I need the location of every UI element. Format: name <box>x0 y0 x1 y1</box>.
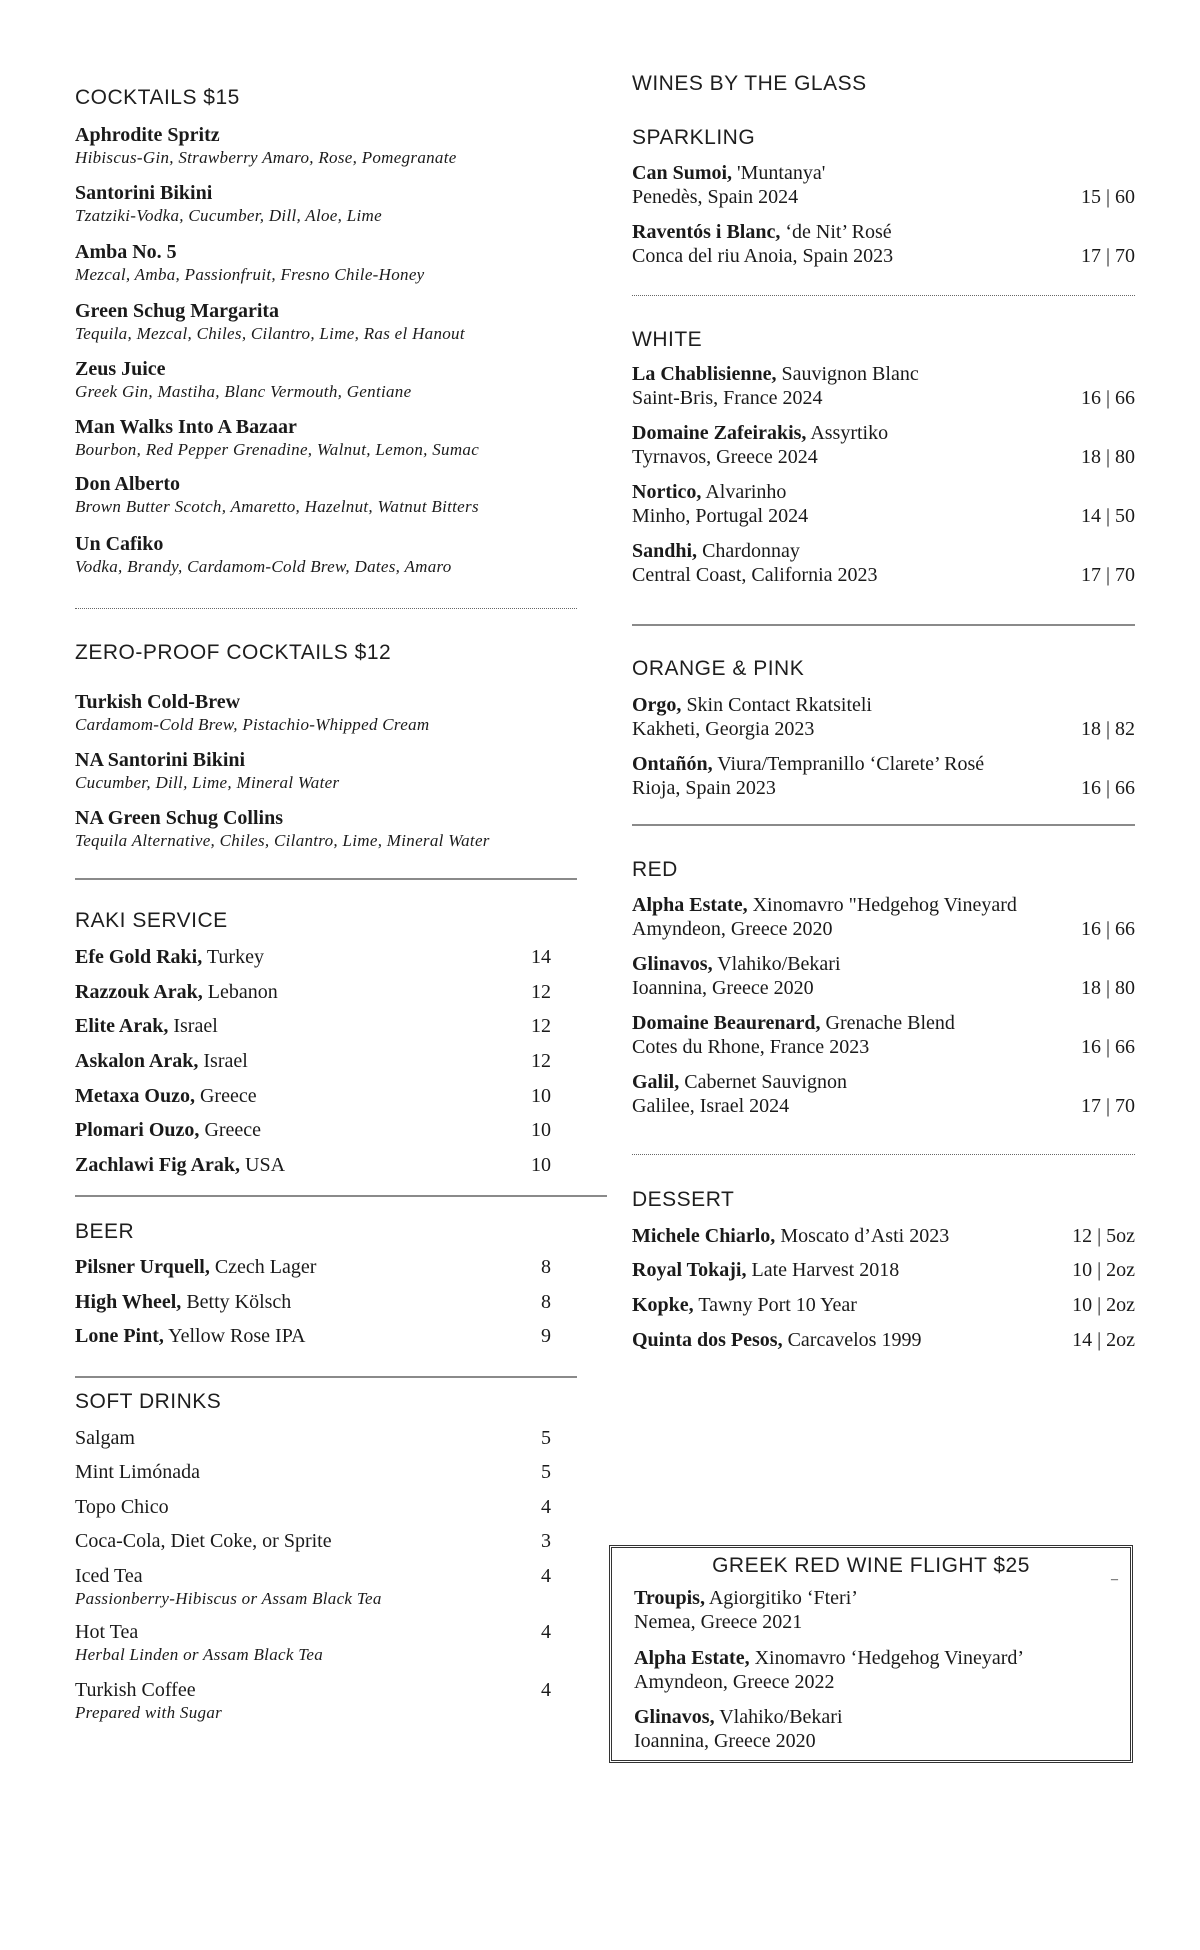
wine-region: Nemea, Greece 2021 <box>634 1611 803 1633</box>
wine-producer: Quinta dos Pesos, <box>632 1329 783 1351</box>
wine-region: Conca del riu Anoia, Spain 2023 <box>632 245 894 267</box>
item-name: Lone Pint, <box>75 1325 164 1347</box>
item-price: 12 <box>531 981 551 1003</box>
item-name: Topo Chico <box>75 1496 169 1518</box>
item-price: 9 <box>541 1325 551 1347</box>
item-price: 4 <box>541 1565 551 1587</box>
wine-price: 15 | 60 <box>1080 186 1135 208</box>
item-description: Hibiscus-Gin, Strawberry Amaro, Rose, Pomegranate <box>75 148 457 167</box>
section-divider <box>75 608 577 609</box>
item-price: 4 <box>541 1496 551 1518</box>
wine-name: ‘de Nit’ Rosé <box>780 221 892 243</box>
menu-item <box>75 532 577 578</box>
wine-producer: Nortico, <box>632 481 702 503</box>
flight-item <box>634 1646 1024 1694</box>
menu-item <box>75 1460 577 1484</box>
wine-price: 18 | 82 <box>1080 718 1135 740</box>
subsection-title-red: RED <box>632 858 678 881</box>
wine-producer: Can Sumoi, <box>632 162 733 184</box>
section-divider <box>632 824 1135 826</box>
menu-item <box>75 240 577 286</box>
wine-price: 14 | 50 <box>1080 505 1135 527</box>
wine-producer: Raventós i Blanc, <box>632 221 781 243</box>
section-divider <box>632 1154 1135 1155</box>
item-name: Mint Limónada <box>75 1461 200 1483</box>
wine-region: Tyrnavos, Greece 2024 <box>632 446 818 468</box>
item-description: Bourbon, Red Pepper Grenadine, Walnut, Lemon, Sumac <box>75 440 480 459</box>
flight-title: GREEK RED WINE FLIGHT $25 <box>712 1554 1030 1577</box>
wine-name: Grenache Blend <box>820 1012 955 1034</box>
wine-item <box>632 220 1135 268</box>
wine-item <box>632 1293 1135 1317</box>
wine-item <box>632 1224 1135 1248</box>
wine-producer: Domaine Zafeirakis, <box>632 422 807 444</box>
menu-item <box>75 1620 577 1666</box>
item-name: Un Cafiko <box>75 533 164 555</box>
section-title-raki: RAKI SERVICE <box>75 909 228 932</box>
item-name: Turkish Coffee <box>75 1679 196 1701</box>
item-name: Iced Tea <box>75 1565 143 1587</box>
item-origin: Greece <box>194 1085 257 1107</box>
item-description: Brown Butter Scotch, Amaretto, Hazelnut, Watnut Bitters <box>75 497 479 516</box>
wine-name: Moscato d’Asti 2023 <box>775 1225 950 1247</box>
subsection-title-sparkling: SPARKLING <box>632 126 756 149</box>
section-title-cocktails: COCKTAILS $15 <box>75 86 240 109</box>
item-name: Amba No. 5 <box>75 241 177 263</box>
menu-item <box>75 1678 577 1724</box>
wine-price: 16 | 66 <box>1080 387 1135 409</box>
menu-item <box>75 357 577 403</box>
menu-item <box>75 1324 577 1348</box>
menu-item <box>75 1153 577 1177</box>
menu-item <box>75 1290 577 1314</box>
menu-item <box>75 1014 577 1038</box>
item-origin: Israel <box>198 1050 248 1072</box>
wine-producer: Glinavos, <box>634 1706 715 1728</box>
item-name: Askalon Arak, <box>75 1050 199 1072</box>
item-description: Mezcal, Amba, Passionfruit, Fresno Chile-Honey <box>75 265 425 284</box>
menu-item <box>75 1118 577 1142</box>
wine-item <box>632 893 1135 941</box>
wine-producer: Domaine Beaurenard, <box>632 1012 821 1034</box>
item-description: Cardamom-Cold Brew, Pistachio-Whipped Cream <box>75 715 430 734</box>
item-price: 3 <box>541 1530 551 1552</box>
item-name: NA Green Schug Collins <box>75 807 283 829</box>
menu-item <box>75 1529 577 1553</box>
flight-item <box>634 1586 858 1634</box>
wine-price: 17 | 70 <box>1080 1095 1135 1117</box>
item-name: Santorini Bikini <box>75 182 213 204</box>
item-origin: Lebanon <box>202 981 278 1003</box>
wine-item <box>632 1070 1135 1118</box>
section-divider <box>632 295 1135 296</box>
menu-item <box>75 299 577 345</box>
item-name: Elite Arak, <box>75 1015 169 1037</box>
wine-flight-box <box>609 1545 1133 1763</box>
wine-name: Vlahiko/Bekari <box>714 1706 843 1728</box>
wine-region: Kakheti, Georgia 2023 <box>632 718 815 740</box>
wine-item <box>632 539 1135 587</box>
menu-item <box>75 123 577 169</box>
item-origin: Turkey <box>202 946 264 968</box>
menu-item <box>75 1426 577 1450</box>
wine-name: Viura/Tempranillo ‘Clarete’ Rosé <box>712 753 985 775</box>
item-description: Herbal Linden or Assam Black Tea <box>75 1645 324 1664</box>
wine-producer: Kopke, <box>632 1294 694 1316</box>
menu-item <box>75 1564 577 1610</box>
wine-producer: Troupis, <box>634 1587 705 1609</box>
section-divider <box>75 878 577 880</box>
wine-producer: Galil, <box>632 1071 680 1093</box>
item-name: Hot Tea <box>75 1621 139 1643</box>
item-origin: USA <box>240 1154 286 1176</box>
item-name: Zachlawi Fig Arak, <box>75 1154 241 1176</box>
wine-name: Chardonnay <box>697 540 800 562</box>
wine-region: Amyndeon, Greece 2020 <box>632 918 833 940</box>
wine-name: Late Harvest 2018 <box>746 1259 900 1281</box>
wine-producer: Sandhi, <box>632 540 698 562</box>
item-name: Man Walks Into A Bazaar <box>75 416 297 438</box>
wine-price: 16 | 66 <box>1080 1036 1135 1058</box>
wine-name: Vlahiko/Bekari <box>712 953 841 975</box>
menu-item <box>75 181 577 227</box>
wine-region: Penedès, Spain 2024 <box>632 186 799 208</box>
section-divider <box>632 624 1135 626</box>
item-style: Yellow Rose IPA <box>163 1325 306 1347</box>
wine-price: 16 | 66 <box>1080 777 1135 799</box>
section-title-beer: BEER <box>75 1220 135 1243</box>
item-name: Aphrodite Spritz <box>75 124 220 146</box>
item-name: Plomari Ouzo, <box>75 1119 200 1141</box>
wine-region: Cotes du Rhone, France 2023 <box>632 1036 870 1058</box>
wine-price: 14 | 2oz <box>1072 1329 1135 1351</box>
subsection-title-dessert: DESSERT <box>632 1188 735 1211</box>
item-description: Tequila Alternative, Chiles, Cilantro, Lime, Mineral Water <box>75 831 490 850</box>
item-description: Tzatziki-Vodka, Cucumber, Dill, Aloe, Lime <box>75 206 382 225</box>
section-divider <box>75 1195 607 1197</box>
section-title-soft-drinks: SOFT DRINKS <box>75 1390 222 1413</box>
wine-price: 12 | 5oz <box>1072 1225 1135 1247</box>
section-title-wines: WINES BY THE GLASS <box>632 72 867 95</box>
wine-producer: Michele Chiarlo, <box>632 1225 776 1247</box>
flight-item <box>634 1705 843 1753</box>
wine-name: Carcavelos 1999 <box>782 1329 922 1351</box>
menu-item <box>75 1049 577 1073</box>
item-name: NA Santorini Bikini <box>75 749 246 771</box>
wine-region: Rioja, Spain 2023 <box>632 777 776 799</box>
wine-price: 18 | 80 <box>1080 446 1135 468</box>
wine-producer: Alpha Estate, <box>634 1647 750 1669</box>
item-name: Razzouk Arak, <box>75 981 203 1003</box>
wine-price: 10 | 2oz <box>1072 1294 1135 1316</box>
section-title-zero-proof: ZERO-PROOF COCKTAILS $12 <box>75 641 392 664</box>
wine-price: 17 | 70 <box>1080 564 1135 586</box>
item-name: Turkish Cold-Brew <box>75 691 241 713</box>
wine-producer: Alpha Estate, <box>632 894 748 916</box>
item-name: Coca-Cola, Diet Coke, or Sprite <box>75 1530 332 1552</box>
wine-name: Xinomavro "Hedgehog Vineyard <box>747 894 1017 916</box>
wine-name: Cabernet Sauvignon <box>679 1071 847 1093</box>
item-price: 12 <box>531 1050 551 1072</box>
item-style: Betty Kölsch <box>181 1291 292 1313</box>
wine-item <box>632 362 1135 410</box>
item-price: 10 <box>531 1154 551 1176</box>
left-column <box>75 0 577 1950</box>
menu-item <box>75 415 577 461</box>
wine-producer: Ontañón, <box>632 753 713 775</box>
item-origin: Israel <box>168 1015 218 1037</box>
item-price: 14 <box>531 946 551 968</box>
menu-item <box>75 980 577 1004</box>
item-name: High Wheel, <box>75 1291 182 1313</box>
subsection-title-orange-pink: ORANGE & PINK <box>632 657 805 680</box>
wine-price: 17 | 70 <box>1080 245 1135 267</box>
subsection-title-white: WHITE <box>632 328 703 351</box>
wine-region: Central Coast, California 2023 <box>632 564 878 586</box>
item-price: 10 <box>531 1085 551 1107</box>
wine-producer: Glinavos, <box>632 953 713 975</box>
item-style: Czech Lager <box>209 1256 317 1278</box>
menu-item <box>75 806 577 852</box>
wine-item <box>632 693 1135 741</box>
item-price: 5 <box>541 1427 551 1449</box>
menu-item <box>75 945 577 969</box>
wine-producer: La Chablisienne, <box>632 363 777 385</box>
item-name: Zeus Juice <box>75 358 166 380</box>
item-origin: Greece <box>199 1119 262 1141</box>
wine-item <box>632 480 1135 528</box>
item-price: 8 <box>541 1291 551 1313</box>
wine-item <box>632 752 1135 800</box>
wine-region: Galilee, Israel 2024 <box>632 1095 790 1117</box>
item-description: Cucumber, Dill, Lime, Mineral Water <box>75 773 340 792</box>
menu-item <box>75 1255 577 1279</box>
wine-name: 'Muntanya' <box>732 162 826 184</box>
menu-item <box>75 1495 577 1519</box>
item-name: Salgam <box>75 1427 135 1449</box>
wine-price: 16 | 66 <box>1080 918 1135 940</box>
wine-price: 10 | 2oz <box>1072 1259 1135 1281</box>
wine-name: Tawny Port 10 Year <box>693 1294 857 1316</box>
item-description: Prepared with Sugar <box>75 1703 223 1722</box>
item-description: Passionberry-Hibiscus or Assam Black Tea <box>75 1589 382 1608</box>
wine-item <box>632 1328 1135 1352</box>
menu-item <box>75 690 577 736</box>
wine-producer: Royal Tokaji, <box>632 1259 747 1281</box>
item-name: Metaxa Ouzo, <box>75 1085 195 1107</box>
wine-price: 18 | 80 <box>1080 977 1135 999</box>
wine-region: Amyndeon, Greece 2022 <box>634 1671 835 1693</box>
item-name: Green Schug Margarita <box>75 300 280 322</box>
item-price: 5 <box>541 1461 551 1483</box>
wine-item <box>632 1011 1135 1059</box>
wine-region: Ioannina, Greece 2020 <box>634 1730 816 1752</box>
wine-item <box>632 421 1135 469</box>
item-price: 4 <box>541 1621 551 1643</box>
item-description: Vodka, Brandy, Cardamom-Cold Brew, Dates, Amaro <box>75 557 452 576</box>
item-price: 4 <box>541 1679 551 1701</box>
wine-region: Ioannina, Greece 2020 <box>632 977 814 999</box>
wine-name: Alvarinho <box>701 481 787 503</box>
menu-item <box>75 1084 577 1108</box>
wine-name: Assyrtiko <box>806 422 889 444</box>
item-name: Efe Gold Raki, <box>75 946 203 968</box>
item-description: Greek Gin, Mastiha, Blanc Vermouth, Gentiane <box>75 382 412 401</box>
menu-item <box>75 472 577 518</box>
wine-region: Saint-Bris, France 2024 <box>632 387 823 409</box>
item-price: 12 <box>531 1015 551 1037</box>
wine-name: Sauvignon Blanc <box>776 363 919 385</box>
section-divider <box>75 1376 577 1378</box>
wine-producer: Orgo, <box>632 694 682 716</box>
item-description: Tequila, Mezcal, Chiles, Cilantro, Lime, Ras el Hanout <box>75 324 465 343</box>
item-price: 10 <box>531 1119 551 1141</box>
wine-item <box>632 952 1135 1000</box>
item-name: Don Alberto <box>75 473 180 495</box>
wine-item <box>632 1258 1135 1282</box>
wine-item <box>632 161 1135 209</box>
menu-item <box>75 748 577 794</box>
wine-name: Skin Contact Rkatsiteli <box>681 694 872 716</box>
wine-region: Minho, Portugal 2024 <box>632 505 809 527</box>
wine-name: Xinomavro ‘Hedgehog Vineyard’ <box>749 1647 1025 1669</box>
wine-name: Agiorgitiko ‘Fteri’ <box>704 1587 858 1609</box>
item-name: Pilsner Urquell, <box>75 1256 210 1278</box>
item-price: 8 <box>541 1256 551 1278</box>
dash-mark: – <box>1111 1572 1118 1587</box>
